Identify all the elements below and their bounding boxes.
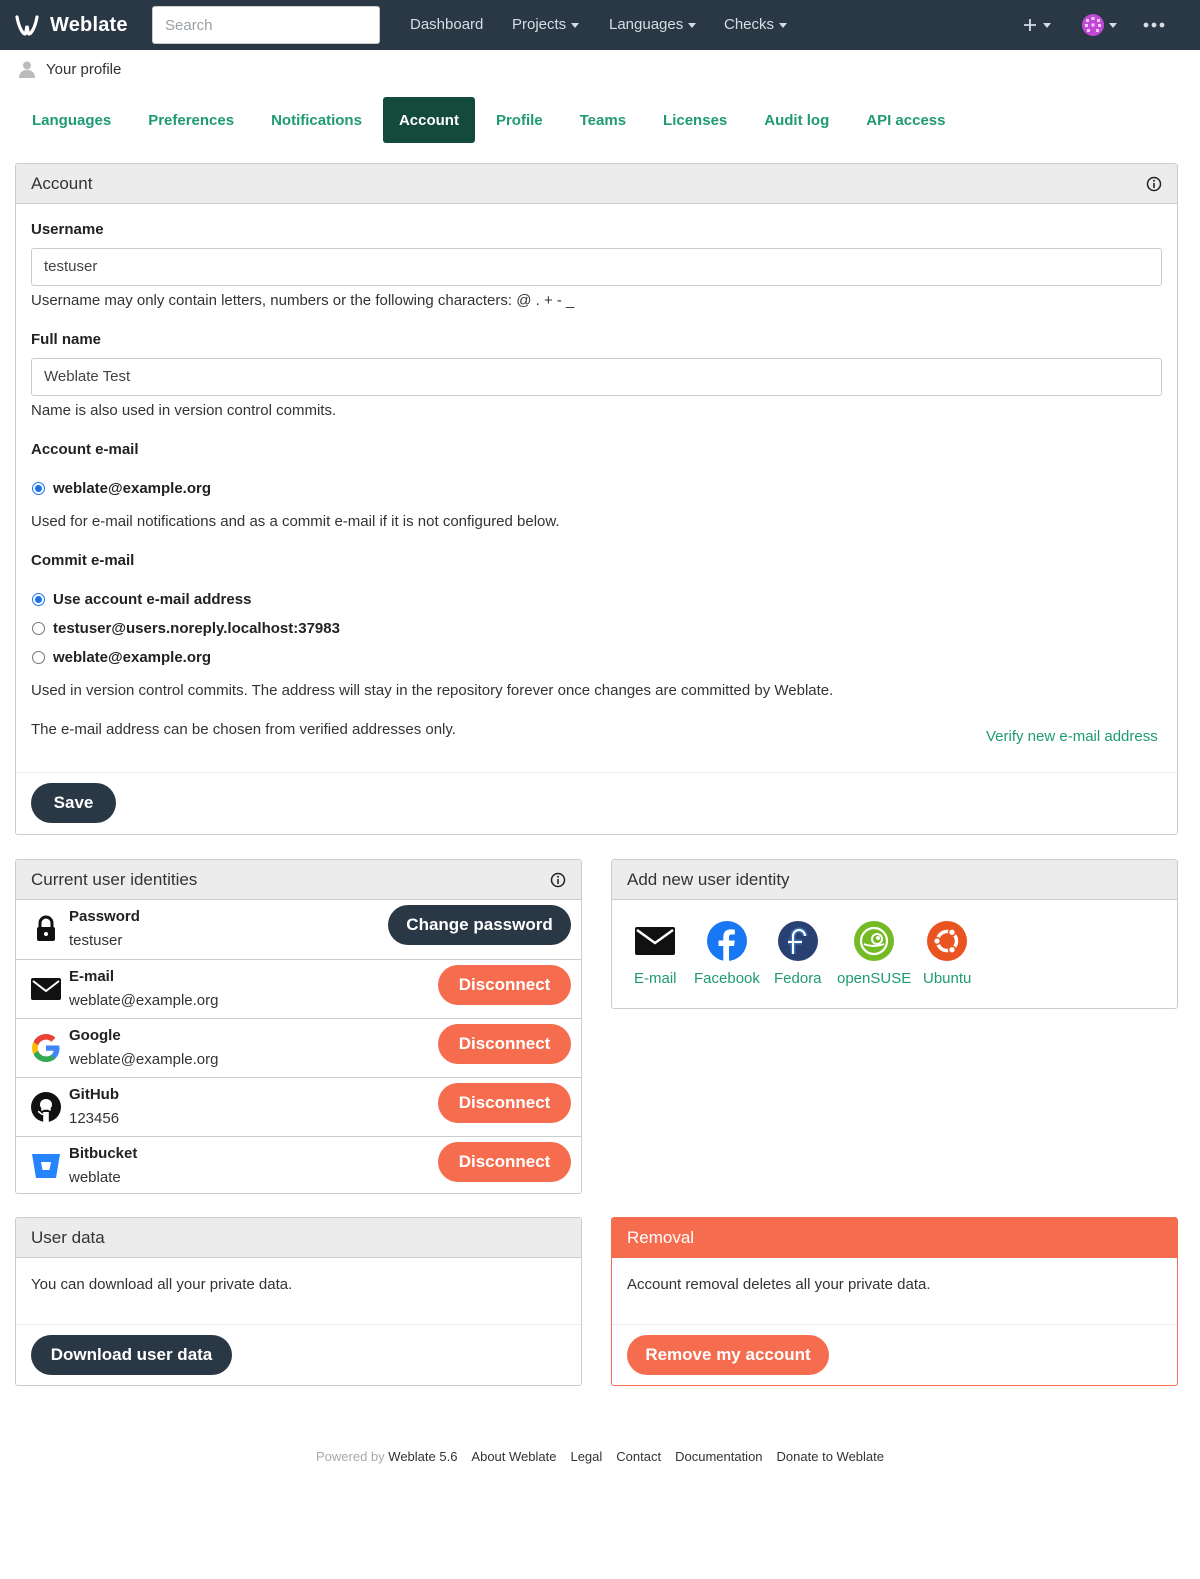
provider-label: openSUSE bbox=[837, 970, 912, 987]
avatar-icon bbox=[1082, 14, 1104, 36]
fullname-field[interactable]: Weblate Test bbox=[31, 358, 1162, 396]
provider-label: Fedora bbox=[774, 970, 822, 987]
add-menu[interactable] bbox=[1022, 12, 1051, 38]
commit-option-label: weblate@example.org bbox=[53, 649, 212, 666]
search-input[interactable] bbox=[152, 6, 380, 44]
nav-dashboard[interactable]: Dashboard bbox=[410, 16, 484, 33]
info-icon[interactable] bbox=[550, 872, 566, 888]
github-icon bbox=[30, 1091, 62, 1123]
removal-panel bbox=[611, 1217, 1178, 1386]
identities-panel bbox=[15, 859, 582, 1194]
identity-row-password bbox=[16, 900, 582, 959]
user-data-panel-title: User data bbox=[31, 1227, 105, 1247]
fullname-label: Full name bbox=[31, 331, 102, 348]
provider-label: Facebook bbox=[694, 970, 760, 987]
footer-about-link[interactable]: About Weblate bbox=[471, 1449, 557, 1464]
identity-value: weblate@example.org bbox=[69, 992, 219, 1009]
identity-name: Google bbox=[69, 1027, 121, 1044]
disconnect-email-button[interactable]: Disconnect bbox=[438, 965, 571, 1005]
ubuntu-icon bbox=[926, 920, 968, 962]
identity-name: Bitbucket bbox=[69, 1145, 138, 1162]
provider-label: Ubuntu bbox=[923, 970, 972, 987]
tab-api-access[interactable]: API access bbox=[866, 111, 946, 129]
download-user-data-button[interactable]: Download user data bbox=[31, 1335, 232, 1375]
removal-panel-title: Removal bbox=[627, 1227, 695, 1247]
commit-email-label: Commit e-mail bbox=[31, 552, 135, 569]
chevron-down-icon bbox=[688, 23, 696, 28]
account-email-option-label: weblate@example.org bbox=[53, 480, 212, 497]
tab-languages[interactable]: Languages bbox=[32, 111, 112, 129]
removal-panel-header bbox=[612, 1218, 1177, 1258]
commit-option-label: testuser@users.noreply.localhost:37983 bbox=[53, 620, 340, 637]
commit-email-help: Used in version control commits. The address will stay in the repository forever once changes are committed by Weblate. bbox=[31, 682, 834, 699]
divider bbox=[612, 1324, 1178, 1325]
user-menu[interactable] bbox=[1082, 12, 1117, 38]
footer bbox=[0, 1449, 1200, 1464]
account-email-label: Account e-mail bbox=[31, 441, 139, 458]
nav-languages[interactable] bbox=[609, 16, 696, 33]
provider-fedora[interactable] bbox=[774, 920, 822, 987]
provider-email[interactable] bbox=[634, 920, 677, 987]
user-data-text: You can download all your private data. bbox=[31, 1276, 293, 1293]
tab-audit-log[interactable]: Audit log bbox=[764, 111, 830, 129]
chevron-down-icon bbox=[571, 23, 579, 28]
nav-checks-label: Checks bbox=[724, 16, 775, 33]
radio-button[interactable] bbox=[32, 622, 45, 635]
account-panel-title: Account bbox=[31, 173, 93, 193]
nav-checks[interactable] bbox=[724, 16, 787, 33]
identity-value: weblate@example.org bbox=[69, 1051, 219, 1068]
commit-option-label: Use account e-mail address bbox=[53, 591, 252, 608]
username-field[interactable]: testuser bbox=[31, 248, 1162, 286]
radio-button[interactable] bbox=[32, 593, 45, 606]
info-icon[interactable] bbox=[1146, 176, 1162, 192]
account-email-help: Used for e-mail notifications and as a commit e-mail if it is not configured below. bbox=[31, 513, 560, 530]
tab-account[interactable]: Account bbox=[383, 97, 475, 143]
save-button[interactable]: Save bbox=[31, 783, 116, 823]
add-identity-panel-header bbox=[612, 860, 1177, 900]
account-panel-header bbox=[16, 164, 1177, 204]
breadcrumb bbox=[18, 58, 121, 80]
identity-row-bitbucket bbox=[16, 1136, 582, 1194]
footer-version-link[interactable]: Weblate 5.6 bbox=[388, 1449, 458, 1464]
powered-by-label: Powered by bbox=[316, 1449, 385, 1464]
nav-languages-label: Languages bbox=[609, 16, 684, 33]
tab-profile[interactable]: Profile bbox=[495, 111, 543, 129]
provider-facebook[interactable] bbox=[694, 920, 760, 987]
more-menu[interactable] bbox=[1143, 12, 1165, 38]
brand-name: Weblate bbox=[50, 13, 128, 36]
bitbucket-icon bbox=[30, 1150, 62, 1182]
change-password-button[interactable]: Change password bbox=[388, 905, 571, 945]
plus-icon bbox=[1022, 17, 1038, 33]
identity-name: GitHub bbox=[69, 1086, 119, 1103]
tab-teams[interactable]: Teams bbox=[579, 111, 627, 129]
disconnect-google-button[interactable]: Disconnect bbox=[438, 1024, 571, 1064]
username-help: Username may only contain letters, numbers or the following characters: @ . + - _ bbox=[31, 292, 575, 309]
remove-account-button[interactable]: Remove my account bbox=[627, 1335, 829, 1375]
identities-panel-title: Current user identities bbox=[31, 869, 198, 889]
identity-row-email bbox=[16, 959, 582, 1018]
chevron-down-icon bbox=[1043, 23, 1051, 28]
radio-button[interactable] bbox=[32, 482, 45, 495]
more-dots-icon bbox=[1143, 22, 1165, 28]
google-icon bbox=[30, 1032, 62, 1064]
verified-help: The e-mail address can be chosen from verified addresses only. bbox=[31, 721, 456, 738]
brand[interactable] bbox=[14, 12, 128, 38]
identity-name: E-mail bbox=[69, 968, 115, 985]
weblate-logo-icon bbox=[14, 12, 40, 38]
chevron-down-icon bbox=[1109, 23, 1117, 28]
envelope-icon bbox=[634, 920, 676, 962]
provider-opensuse[interactable] bbox=[837, 920, 911, 987]
footer-documentation-link[interactable]: Documentation bbox=[675, 1449, 763, 1464]
footer-powered bbox=[316, 1449, 457, 1464]
footer-legal-link[interactable]: Legal bbox=[570, 1449, 603, 1464]
facebook-icon bbox=[706, 920, 748, 962]
nav-projects[interactable] bbox=[512, 16, 579, 33]
disconnect-bitbucket-button[interactable]: Disconnect bbox=[438, 1142, 571, 1182]
footer-contact-link[interactable]: Contact bbox=[616, 1449, 662, 1464]
username-label: Username bbox=[31, 221, 104, 238]
user-data-panel-header bbox=[16, 1218, 581, 1258]
provider-label: E-mail bbox=[634, 970, 677, 987]
user-data-panel bbox=[15, 1217, 582, 1386]
identities-panel-header bbox=[16, 860, 581, 900]
removal-text: Account removal deletes all your private data. bbox=[627, 1276, 931, 1293]
commit-email-option-account[interactable] bbox=[32, 591, 251, 608]
identity-row-google bbox=[16, 1018, 582, 1077]
commit-email-option-weblate[interactable] bbox=[32, 649, 211, 666]
nav-projects-label: Projects bbox=[512, 16, 567, 33]
footer-donate-link[interactable]: Donate to Weblate bbox=[776, 1449, 884, 1464]
tab-notifications[interactable]: Notifications bbox=[271, 111, 362, 129]
fullname-help: Name is also used in version control commits. bbox=[31, 402, 337, 419]
fedora-icon bbox=[777, 920, 819, 962]
commit-email-option-noreply[interactable] bbox=[32, 620, 340, 637]
profile-tabs bbox=[16, 97, 966, 143]
opensuse-icon bbox=[853, 920, 895, 962]
add-identity-panel bbox=[611, 859, 1178, 1009]
radio-button[interactable] bbox=[32, 651, 45, 664]
lock-icon bbox=[30, 913, 62, 945]
user-icon bbox=[18, 60, 36, 78]
envelope-icon bbox=[30, 973, 62, 1005]
breadcrumb-label[interactable]: Your profile bbox=[46, 60, 122, 78]
tab-preferences[interactable]: Preferences bbox=[148, 111, 235, 129]
account-panel bbox=[15, 163, 1178, 835]
identity-value: weblate bbox=[69, 1169, 121, 1186]
top-navbar bbox=[0, 0, 1200, 50]
identity-row-github bbox=[16, 1077, 582, 1136]
add-identity-panel-title: Add new user identity bbox=[627, 869, 790, 889]
verify-email-link[interactable]: Verify new e-mail address bbox=[986, 728, 1158, 745]
identity-value: 123456 bbox=[69, 1110, 120, 1127]
identity-value: testuser bbox=[69, 932, 123, 949]
provider-ubuntu[interactable] bbox=[923, 920, 971, 987]
tab-licenses[interactable]: Licenses bbox=[663, 111, 728, 129]
account-email-option[interactable] bbox=[32, 480, 211, 497]
identity-name: Password bbox=[69, 908, 140, 925]
divider bbox=[16, 772, 1178, 773]
divider bbox=[16, 1324, 582, 1325]
disconnect-github-button[interactable]: Disconnect bbox=[438, 1083, 571, 1123]
chevron-down-icon bbox=[779, 23, 787, 28]
